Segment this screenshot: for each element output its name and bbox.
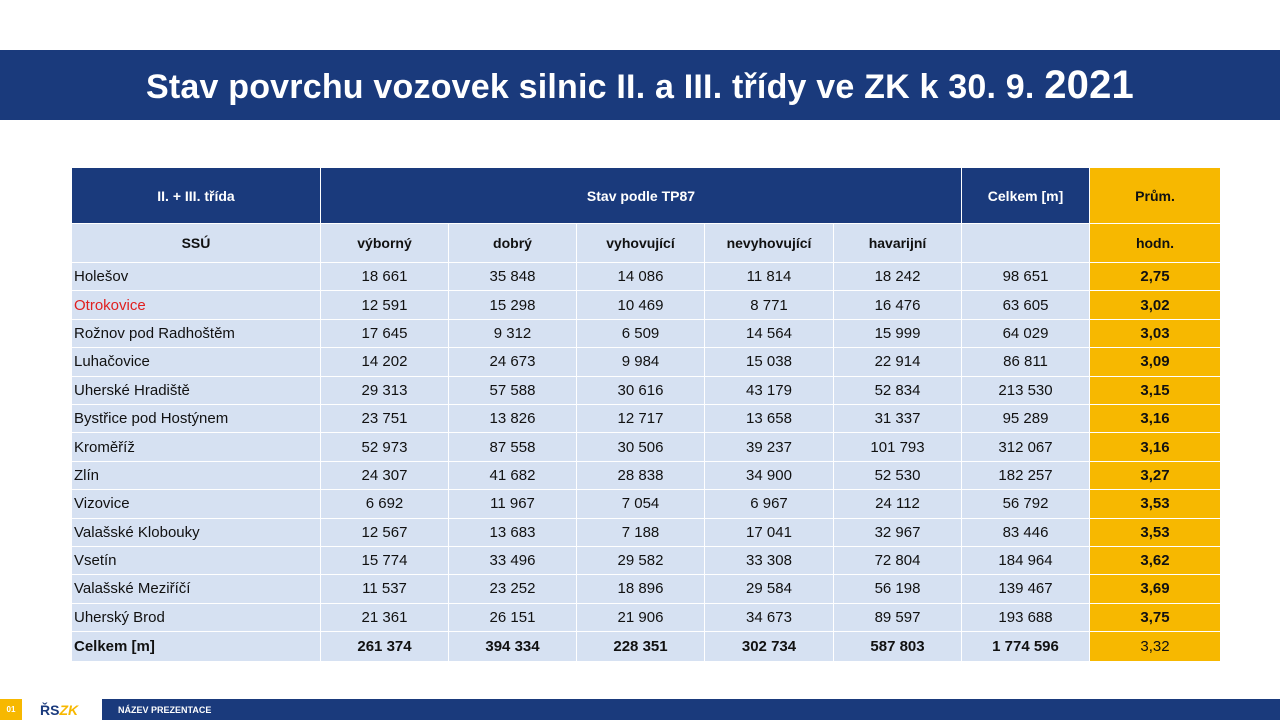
cell-ssu-name: Bystřice pod Hostýnem (72, 404, 321, 432)
cell-excellent: 14 202 (321, 348, 449, 376)
cell-satisfactory: 21 906 (577, 603, 705, 631)
table-body (72, 263, 1221, 662)
cell-total: 182 257 (962, 461, 1090, 489)
cell-total: 83 446 (962, 518, 1090, 546)
cell-ssu-name: Vizovice (72, 490, 321, 518)
cell-unsatisfactory: 6 967 (705, 490, 834, 518)
cell-satisfactory: 9 984 (577, 348, 705, 376)
cell-emergency: 587 803 (834, 632, 962, 662)
cell-ssu-name: Uherský Brod (72, 603, 321, 631)
cell-emergency: 101 793 (834, 433, 962, 461)
table-row (72, 433, 1221, 461)
cell-good: 87 558 (449, 433, 577, 461)
cell-ssu-name: Valašské Klobouky (72, 518, 321, 546)
table-row (72, 461, 1221, 489)
cell-unsatisfactory: 34 673 (705, 603, 834, 631)
cell-unsatisfactory: 302 734 (705, 632, 834, 662)
table-row (72, 404, 1221, 432)
table-row (72, 603, 1221, 631)
cell-total: 312 067 (962, 433, 1090, 461)
cell-good: 41 682 (449, 461, 577, 489)
cell-emergency: 24 112 (834, 490, 962, 518)
cell-average: 3,62 (1090, 546, 1221, 574)
cell-satisfactory: 30 616 (577, 376, 705, 404)
cell-satisfactory: 30 506 (577, 433, 705, 461)
cell-emergency: 52 834 (834, 376, 962, 404)
cell-excellent: 17 645 (321, 319, 449, 347)
slide-title-year: 2021 (1044, 62, 1135, 107)
cell-ssu-name: Vsetín (72, 546, 321, 574)
header-total-sub (962, 224, 1090, 263)
cell-ssu-name: Holešov (72, 263, 321, 291)
cell-excellent: 261 374 (321, 632, 449, 662)
title-bar (0, 50, 1280, 120)
cell-ssu-name: Celkem [m] (72, 632, 321, 662)
cell-excellent: 21 361 (321, 603, 449, 631)
footer (0, 699, 1280, 720)
header-ssu: SSÚ (72, 224, 321, 263)
slide-title (146, 63, 1134, 108)
cell-ssu-name: Kroměříž (72, 433, 321, 461)
cell-emergency: 31 337 (834, 404, 962, 432)
table-row (72, 319, 1221, 347)
cell-total: 184 964 (962, 546, 1090, 574)
cell-average: 3,03 (1090, 319, 1221, 347)
cell-excellent: 12 567 (321, 518, 449, 546)
footer-band (102, 699, 1280, 720)
cell-satisfactory: 7 188 (577, 518, 705, 546)
cell-satisfactory: 28 838 (577, 461, 705, 489)
header-total: Celkem [m] (962, 168, 1090, 224)
cell-excellent: 15 774 (321, 546, 449, 574)
cell-unsatisfactory: 8 771 (705, 291, 834, 319)
cell-total: 64 029 (962, 319, 1090, 347)
cell-total: 63 605 (962, 291, 1090, 319)
cell-good: 13 683 (449, 518, 577, 546)
header-average-sub: hodn. (1090, 224, 1221, 263)
cell-satisfactory: 12 717 (577, 404, 705, 432)
cell-average: 3,27 (1090, 461, 1221, 489)
cell-excellent: 23 751 (321, 404, 449, 432)
page-number: 01 (0, 699, 22, 720)
table-row (72, 575, 1221, 603)
cell-good: 9 312 (449, 319, 577, 347)
cell-satisfactory: 6 509 (577, 319, 705, 347)
header-unsatisfactory: nevyhovující (705, 224, 834, 263)
cell-ssu-name: Zlín (72, 461, 321, 489)
cell-average: 3,15 (1090, 376, 1221, 404)
cell-satisfactory: 10 469 (577, 291, 705, 319)
cell-average: 3,16 (1090, 433, 1221, 461)
cell-total: 193 688 (962, 603, 1090, 631)
cell-average: 3,16 (1090, 404, 1221, 432)
header-excellent: výborný (321, 224, 449, 263)
header-good: dobrý (449, 224, 577, 263)
cell-good: 394 334 (449, 632, 577, 662)
table-row (72, 546, 1221, 574)
header-road-class: II. + III. třída (72, 168, 321, 224)
header-satisfactory: vyhovující (577, 224, 705, 263)
header-state: Stav podle TP87 (321, 168, 962, 224)
table-row (72, 518, 1221, 546)
cell-excellent: 52 973 (321, 433, 449, 461)
cell-emergency: 52 530 (834, 461, 962, 489)
cell-emergency: 72 804 (834, 546, 962, 574)
cell-excellent: 18 661 (321, 263, 449, 291)
cell-unsatisfactory: 33 308 (705, 546, 834, 574)
cell-unsatisfactory: 11 814 (705, 263, 834, 291)
cell-emergency: 32 967 (834, 518, 962, 546)
cell-emergency: 22 914 (834, 348, 962, 376)
cell-excellent: 29 313 (321, 376, 449, 404)
cell-ssu-name: Otrokovice (72, 291, 321, 319)
cell-unsatisfactory: 39 237 (705, 433, 834, 461)
cell-unsatisfactory: 13 658 (705, 404, 834, 432)
cell-good: 13 826 (449, 404, 577, 432)
cell-ssu-name: Valašské Meziříčí (72, 575, 321, 603)
cell-satisfactory: 228 351 (577, 632, 705, 662)
cell-total: 56 792 (962, 490, 1090, 518)
cell-excellent: 24 307 (321, 461, 449, 489)
cell-good: 15 298 (449, 291, 577, 319)
rszk-logo (40, 700, 84, 719)
cell-average: 3,69 (1090, 575, 1221, 603)
cell-ssu-name: Luhačovice (72, 348, 321, 376)
cell-total: 1 774 596 (962, 632, 1090, 662)
cell-good: 33 496 (449, 546, 577, 574)
cell-unsatisfactory: 29 584 (705, 575, 834, 603)
cell-excellent: 6 692 (321, 490, 449, 518)
cell-unsatisfactory: 14 564 (705, 319, 834, 347)
header-row-1 (72, 168, 1221, 224)
cell-good: 24 673 (449, 348, 577, 376)
cell-emergency: 89 597 (834, 603, 962, 631)
table-row (72, 291, 1221, 319)
table-row (72, 490, 1221, 518)
cell-total: 86 811 (962, 348, 1090, 376)
table-row (72, 348, 1221, 376)
cell-excellent: 12 591 (321, 291, 449, 319)
cell-total: 139 467 (962, 575, 1090, 603)
cell-good: 26 151 (449, 603, 577, 631)
cell-emergency: 15 999 (834, 319, 962, 347)
table-total-row (72, 632, 1221, 662)
cell-average: 3,53 (1090, 518, 1221, 546)
header-row-2 (72, 224, 1221, 263)
header-average: Prům. (1090, 168, 1221, 224)
cell-total: 95 289 (962, 404, 1090, 432)
cell-ssu-name: Rožnov pod Radhoštěm (72, 319, 321, 347)
cell-emergency: 18 242 (834, 263, 962, 291)
header-emergency: havarijní (834, 224, 962, 263)
table-row (72, 376, 1221, 404)
table-row (72, 263, 1221, 291)
cell-total: 213 530 (962, 376, 1090, 404)
cell-good: 23 252 (449, 575, 577, 603)
cell-average: 3,09 (1090, 348, 1221, 376)
cell-average: 3,02 (1090, 291, 1221, 319)
cell-average: 3,75 (1090, 603, 1221, 631)
cell-ssu-name: Uherské Hradiště (72, 376, 321, 404)
cell-good: 11 967 (449, 490, 577, 518)
cell-satisfactory: 7 054 (577, 490, 705, 518)
presentation-name: NÁZEV PREZENTACE (118, 704, 212, 715)
cell-total: 98 651 (962, 263, 1090, 291)
cell-excellent: 11 537 (321, 575, 449, 603)
cell-satisfactory: 14 086 (577, 263, 705, 291)
cell-good: 35 848 (449, 263, 577, 291)
cell-unsatisfactory: 43 179 (705, 376, 834, 404)
cell-unsatisfactory: 15 038 (705, 348, 834, 376)
logo-rs: ŘS (40, 701, 60, 718)
road-condition-table (71, 167, 1221, 662)
cell-unsatisfactory: 34 900 (705, 461, 834, 489)
cell-good: 57 588 (449, 376, 577, 404)
slide-title-text: Stav povrchu vozovek silnic II. a III. třídy ve ZK k 30. 9. (145, 67, 1035, 106)
cell-satisfactory: 18 896 (577, 575, 705, 603)
cell-average: 2,75 (1090, 263, 1221, 291)
cell-unsatisfactory: 17 041 (705, 518, 834, 546)
logo-zk: ZK (59, 701, 79, 718)
cell-average: 3,32 (1090, 632, 1221, 662)
cell-emergency: 16 476 (834, 291, 962, 319)
cell-average: 3,53 (1090, 490, 1221, 518)
cell-emergency: 56 198 (834, 575, 962, 603)
cell-satisfactory: 29 582 (577, 546, 705, 574)
